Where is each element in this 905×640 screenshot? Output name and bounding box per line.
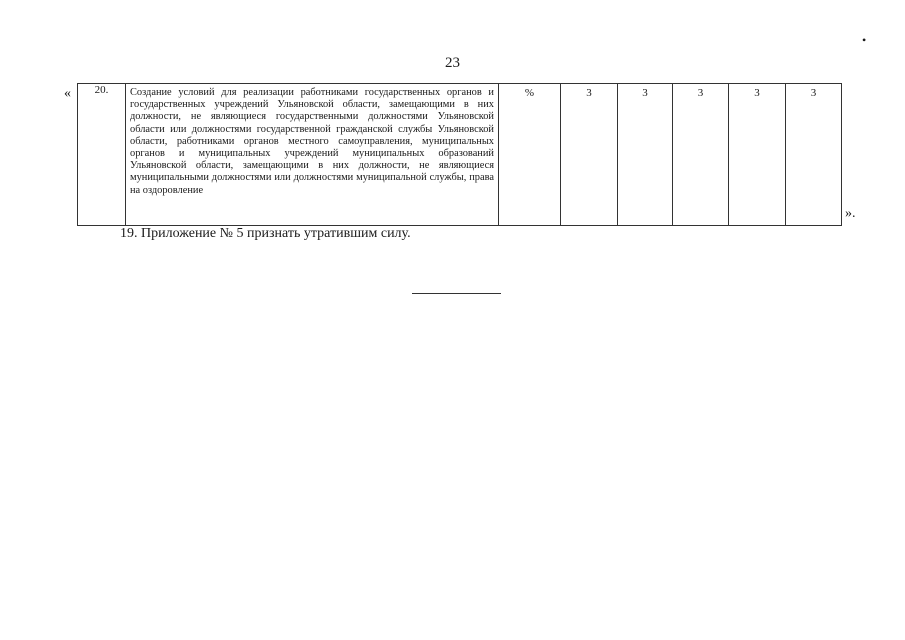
table-row — [78, 84, 842, 226]
value-cell-4: 3 — [729, 84, 786, 226]
amendment-paragraph: 19. Приложение № 5 признать утратившим силу. — [120, 226, 411, 241]
value-cell-3: 3 — [673, 84, 729, 226]
value-cell-1: 3 — [561, 84, 618, 226]
row-number-cell: 20. — [78, 84, 126, 226]
closing-quote-mark: ». — [845, 206, 856, 221]
corner-mark: • — [862, 33, 867, 47]
unit-cell: % — [499, 84, 561, 226]
indicator-table — [77, 83, 842, 226]
page-number: 23 — [445, 55, 460, 71]
value-cell-5: 3 — [786, 84, 842, 226]
opening-quote-mark: « — [64, 86, 71, 101]
end-separator-line — [412, 293, 501, 294]
value-cell-2: 3 — [618, 84, 673, 226]
row-description-text: Создание условий для реализации работниками государственных органов и государственных учреждений Ульяновской области, замещающими в них должности, не являющиеся государственными должностями Ульяновской области или должностями государственной гражданской службы Ульяновской области, работниками органов местного самоуправления, муниципальных органов и муниципальных учреждений муниципальных образований Ульяновской области, замещающими в них должности, не являющиеся муниципальными должностями или должностями муниципальной службы, права на оздоровление — [130, 87, 494, 196]
row-description-cell — [126, 84, 499, 226]
